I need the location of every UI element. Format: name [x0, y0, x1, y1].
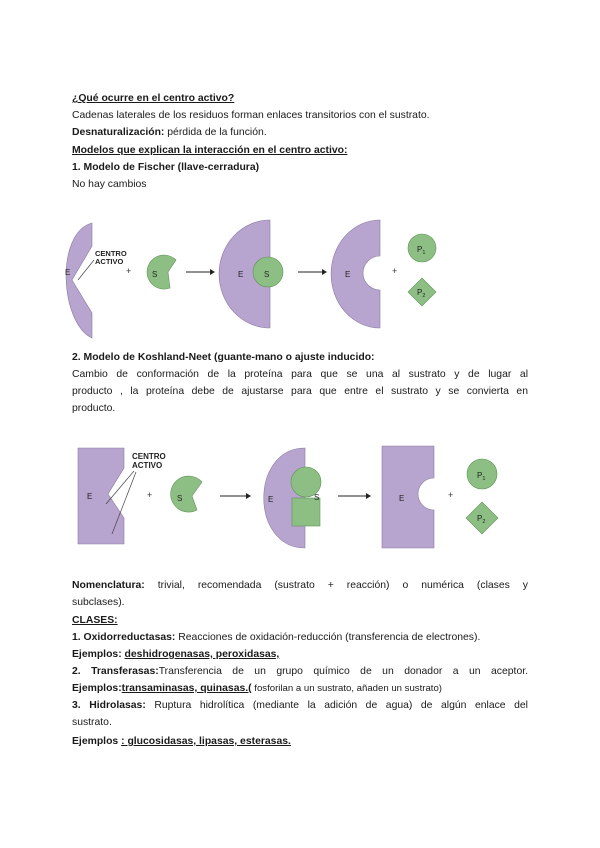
- class1-line: [72, 630, 528, 645]
- class2-examples-note: fosforilan a un sustrato, añaden un sustrato): [251, 683, 442, 694]
- denaturation-text: pérdida de la función.: [164, 127, 267, 138]
- class3-examples-list: : glucosidasas, lipasas, esterasas.: [121, 736, 291, 747]
- product-2-label: $P_2$: [417, 288, 426, 299]
- enzyme-shape-1: [66, 223, 92, 338]
- denaturation-label: Desnaturalización:: [72, 127, 165, 138]
- enzyme-label-6: E: [399, 494, 405, 503]
- enzyme-label-5: E: [268, 495, 274, 504]
- plus-1: +: [126, 266, 132, 276]
- plus-3: +: [147, 490, 153, 500]
- arrow-head-1: [210, 269, 215, 275]
- model2-paragraph-line3: producto.: [72, 403, 116, 414]
- substrate-label-3: S: [177, 494, 183, 503]
- class2-line: [72, 664, 528, 679]
- nomenclature-line2: subclases).: [72, 597, 125, 608]
- models-title: Modelos que explican la interacción en el centro activo:: [72, 145, 348, 156]
- model2-paragraph-line2: producto , la proteína debe de ajustarse para que entre el sustrato y se convierta en: [72, 386, 528, 397]
- classes-title: CLASES:: [72, 615, 118, 626]
- class3-line: [72, 698, 528, 713]
- enzyme-label-1: E: [65, 268, 71, 277]
- model2-title: 2. Modelo de Koshland-Neet (guante-mano o ajuste inducido:: [72, 352, 375, 363]
- class2-label: 2. Transferasas:: [72, 666, 159, 677]
- centro-label-2: CENTRO: [132, 452, 166, 461]
- product-1-label: $P_1$: [417, 245, 426, 256]
- class3-examples: [72, 734, 528, 749]
- enzyme-shape-3: [331, 220, 380, 328]
- nomenclature-text: trivial, recomendada (sustrato + reacción) o numérica (clases y: [144, 580, 528, 591]
- class1-examples: [72, 647, 528, 662]
- activo-label-1: ACTIVO: [95, 257, 124, 266]
- model2-paragraph-line1: Cambio de conformación de la proteína para que se una al sustrato y de lugar al: [72, 369, 528, 380]
- enzyme-shape-6: [382, 446, 434, 548]
- arrow-head-4: [366, 493, 371, 499]
- substrate-label-1: S: [152, 270, 158, 279]
- class2-text: Transferencia de un grupo químico de un donador a un aceptor.: [158, 666, 528, 677]
- enzyme-label-4: E: [87, 492, 93, 501]
- class1-label: 1. Oxidorreductasas:: [72, 632, 176, 643]
- denaturation-line: [72, 125, 528, 140]
- product-3-label: $P_1$: [477, 471, 486, 482]
- koshland-model-figure: [0, 444, 600, 559]
- class2-examples: [72, 681, 528, 696]
- class3-examples-label: Ejemplos: [72, 736, 122, 747]
- enzyme-shape-4: [78, 448, 124, 544]
- substrate-label-2: S: [264, 270, 270, 279]
- class1-text: Reacciones de oxidación-reducción (transferencia de electrones).: [175, 632, 481, 643]
- nomenclature-label: Nomenclatura:: [72, 580, 145, 591]
- activo-label-2: ACTIVO: [132, 461, 163, 470]
- question-answer: Cadenas laterales de los residuos forman enlaces transitorios con el sustrato.: [72, 110, 430, 121]
- nomenclature-line1: [72, 578, 528, 593]
- substrate-2: [171, 476, 202, 512]
- question-title: ¿Qué ocurre en el centro activo?: [72, 93, 235, 104]
- enzyme-label-3: E: [345, 270, 351, 279]
- model1-title: 1. Modelo de Fischer (llave-cerradura): [72, 162, 260, 173]
- bound-substrate-3: [292, 498, 320, 526]
- plus-2: +: [392, 266, 398, 276]
- plus-4: +: [448, 490, 454, 500]
- enzyme-label-2: E: [238, 270, 244, 279]
- substrate-label-4: S: [314, 493, 320, 502]
- product-4-label: $P_2$: [477, 514, 486, 525]
- class3-label: 3. Hidrolasas:: [72, 700, 146, 711]
- arrow-head-3: [246, 493, 251, 499]
- arrow-head-2: [322, 269, 327, 275]
- class3-line2: sustrato.: [72, 717, 112, 728]
- centro-label-1: CENTRO: [95, 249, 127, 258]
- class2-examples-list: transaminasas, quinasas.(: [121, 683, 252, 694]
- fischer-model-figure: [0, 218, 600, 348]
- class1-examples-label: Ejemplos:: [72, 649, 122, 660]
- model1-text: No hay cambios: [72, 179, 147, 190]
- class1-examples-list: deshidrogenasas, peroxidasas,: [124, 649, 280, 660]
- class3-text: Ruptura hidrolítica (mediante la adición de agua) de algún enlace del: [145, 700, 528, 711]
- class2-examples-label: Ejemplos:: [72, 683, 122, 694]
